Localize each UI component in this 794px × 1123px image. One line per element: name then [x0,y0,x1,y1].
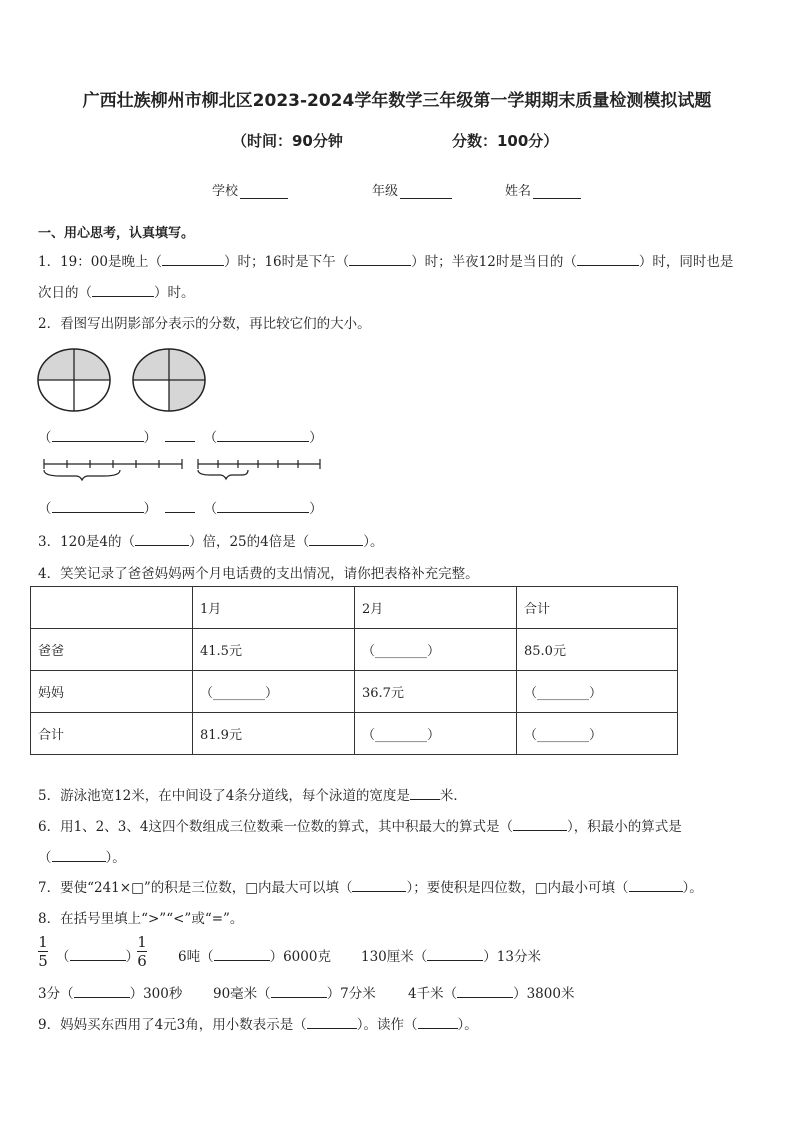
grade-field[interactable] [372,180,452,199]
answer-blank[interactable] [92,283,154,297]
fraction-one-sixth: 1 6 [137,933,147,970]
table-row [31,671,678,713]
answer-blank[interactable] [217,499,309,513]
time-label: （时间：90分钟 [232,132,343,150]
circle-1 [38,349,110,411]
answer-blank[interactable] [52,428,144,442]
table-cell[interactable]: （________） [517,713,678,755]
compare-item-5: 90毫米（ ）7分米 [213,986,376,1002]
table-cell[interactable]: （________） [355,629,517,671]
phone-bill-table [30,586,678,755]
table-cell: 41.5元 [193,629,355,671]
table-cell: 合计 [31,713,193,755]
fraction-circles-figure [36,343,216,413]
answer-blank[interactable] [52,848,106,862]
answer-blank[interactable] [349,252,411,266]
question-6-line-1: 6．用1、2、3、4这四个数组成三位数乘一位数的算式，其中积最大的算式是（ ），积最小的算式是 [38,819,682,835]
compare-item-4: 3分（ ）300秒 [38,986,183,1002]
section-heading: 一、用心思考，认真填写。 [38,226,195,241]
question-5: 5．游泳池宽12米，在中间设了4条分道线，每个泳道的宽度是 米． [38,788,467,804]
segment-diagram [40,456,330,486]
question-4: 4．笑笑记录了爸爸妈妈两个月电话费的支出情况，请你把表格补充完整。 [38,566,479,582]
fraction-one-fifth: 1 5 [38,933,48,970]
table-cell[interactable]: （________） [193,671,355,713]
question-1-line-1: 1．19：00是晚上（ ）时；16时是下午（ ）时；半夜12时是当日的（ ）时，同时也是 [38,254,734,270]
compare-item-2: 6吨（ ）6000克 [178,949,331,965]
answer-blank[interactable] [513,817,567,831]
table-cell [31,587,193,629]
question-9: 9．妈妈买东西用了4元3角，用小数表示是（ ）。读作（ ）。 [38,1017,478,1033]
answer-blank[interactable] [418,1015,458,1029]
answer-blank[interactable] [410,786,440,800]
question-1-line-2: 次日的（ ）时。 [38,285,195,301]
name-label: 姓名 [505,184,532,199]
compare-blank[interactable] [165,499,195,513]
answer-blank[interactable] [162,252,224,266]
answer-blank[interactable] [214,947,270,961]
answer-blank[interactable] [70,947,126,961]
school-label: 学校 [212,184,239,199]
table-cell: 妈妈 [31,671,193,713]
table-cell: 85.0元 [517,629,678,671]
answer-blank[interactable] [307,1015,357,1029]
question-2: 2．看图写出阴影部分表示的分数，再比较它们的大小。 [38,316,371,332]
table-cell: 36.7元 [355,671,517,713]
grade-label: 年级 [372,184,399,199]
question-2-answer-row-2: （ ） （ ） [38,501,323,517]
circle-2 [133,349,205,411]
table-cell: 2月 [355,587,517,629]
table-cell: 1月 [193,587,355,629]
compare-item-6: 4千米（ ）3800米 [408,986,575,1002]
question-3: 3．120是4的（ ）倍，25的4倍是（ ）。 [38,534,384,550]
question-7: 7．要使“241×□”的积是三位数，□内最大可以填（ ）；要使积是四位数，□内最小可填（ ）。 [38,880,703,896]
answer-blank[interactable] [427,947,483,961]
compare-blank[interactable] [165,428,195,442]
answer-blank[interactable] [74,984,130,998]
segment-1 [44,459,182,480]
answer-blank[interactable] [217,428,309,442]
compare-item-3: 130厘米（ ）13分米 [361,949,541,965]
question-8: 8．在括号里填上“>”“<”或“=”。 [38,911,244,927]
answer-blank[interactable] [135,532,189,546]
table-header-row [31,587,678,629]
answer-blank[interactable] [309,532,363,546]
answer-blank[interactable] [271,984,327,998]
segment-2 [198,459,320,479]
answer-blank[interactable] [352,878,406,892]
table-cell: 爸爸 [31,629,193,671]
page-title: 广西壮族柳州市柳北区2023-2024学年数学三年级第一学期期末质量检测模拟试题 [82,91,712,111]
question-2-answer-row-1: （ ） （ ） [38,430,323,446]
table-cell: 合计 [517,587,678,629]
answer-blank[interactable] [629,878,683,892]
score-label: 分数：100分） [452,132,559,150]
answer-blank[interactable] [52,499,144,513]
table-row [31,713,678,755]
table-row [31,629,678,671]
answer-blank[interactable] [577,252,639,266]
question-6-line-2: （ ）。 [38,850,126,866]
compare-blank-1: （ ） [56,949,139,965]
table-cell[interactable]: （________） [355,713,517,755]
answer-blank[interactable] [457,984,513,998]
name-field[interactable] [505,180,581,199]
table-cell[interactable]: （________） [517,671,678,713]
table-cell: 81.9元 [193,713,355,755]
school-field[interactable] [212,180,288,199]
